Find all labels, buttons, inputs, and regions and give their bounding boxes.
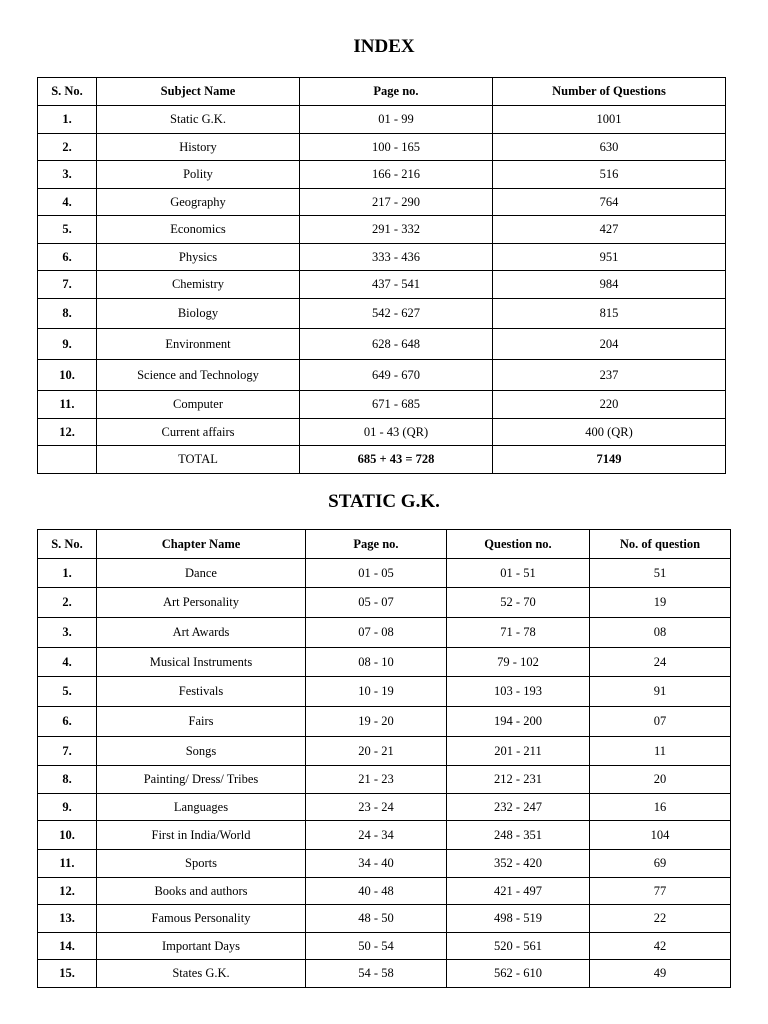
total-questions: 7149 (493, 446, 726, 474)
table-row (38, 244, 726, 271)
sno-cell: 9. (38, 794, 97, 821)
page-cell: 01 - 05 (306, 559, 447, 588)
table-row (38, 189, 726, 216)
sno-cell: 10. (38, 360, 97, 391)
question-range-cell: 421 - 497 (447, 878, 590, 905)
chapter-cell: First in India/World (97, 821, 306, 850)
table-row (38, 794, 731, 821)
sno-cell: 2. (38, 588, 97, 618)
chapter-cell: Sports (97, 850, 306, 878)
table-row (38, 766, 731, 794)
question-range-cell: 498 - 519 (447, 905, 590, 933)
question-range-cell: 520 - 561 (447, 933, 590, 960)
col-header-subject-name: Subject Name (97, 78, 300, 106)
page-cell: 628 - 648 (300, 329, 493, 360)
question-range-cell: 103 - 193 (447, 677, 590, 707)
col-header-question-no: Question no. (447, 530, 590, 559)
sno-cell: 12. (38, 878, 97, 905)
question-count-cell: 11 (590, 737, 731, 766)
page-cell: 10 - 19 (306, 677, 447, 707)
sno-cell: 3. (38, 161, 97, 189)
question-range-cell: 79 - 102 (447, 648, 590, 677)
col-header-number-of-questions: Number of Questions (493, 78, 726, 106)
question-count-cell: 91 (590, 677, 731, 707)
question-count-cell: 49 (590, 960, 731, 988)
questions-cell: 427 (493, 216, 726, 244)
page-cell: 217 - 290 (300, 189, 493, 216)
question-count-cell: 16 (590, 794, 731, 821)
static-gk-table (37, 529, 731, 988)
table-row (38, 850, 731, 878)
chapter-cell: Fairs (97, 707, 306, 737)
page-cell: 01 - 99 (300, 106, 493, 134)
sno-cell: 8. (38, 766, 97, 794)
page-cell: 08 - 10 (306, 648, 447, 677)
table-row (38, 905, 731, 933)
col-header-page-no: Page no. (300, 78, 493, 106)
question-range-cell: 71 - 78 (447, 618, 590, 648)
page-cell: 291 - 332 (300, 216, 493, 244)
subject-cell: Environment (97, 329, 300, 360)
page-cell: 649 - 670 (300, 360, 493, 391)
sno-cell: 11. (38, 391, 97, 419)
question-range-cell: 194 - 200 (447, 707, 590, 737)
page-cell: 21 - 23 (306, 766, 447, 794)
subject-cell: Chemistry (97, 271, 300, 299)
sno-cell: 4. (38, 648, 97, 677)
sno-cell: 11. (38, 850, 97, 878)
table-row (38, 737, 731, 766)
sno-cell: 12. (38, 419, 97, 446)
table-row (38, 106, 726, 134)
chapter-cell: Books and authors (97, 878, 306, 905)
col-header-page-no: Page no. (306, 530, 447, 559)
total-sno-cell (38, 446, 97, 474)
chapter-cell: Art Personality (97, 588, 306, 618)
chapter-cell: Important Days (97, 933, 306, 960)
sno-cell: 15. (38, 960, 97, 988)
table-row (38, 821, 731, 850)
table-row (38, 391, 726, 419)
page-cell: 19 - 20 (306, 707, 447, 737)
question-count-cell: 08 (590, 618, 731, 648)
page-cell: 333 - 436 (300, 244, 493, 271)
questions-cell: 237 (493, 360, 726, 391)
subject-cell: Physics (97, 244, 300, 271)
page-cell: 24 - 34 (306, 821, 447, 850)
questions-cell: 764 (493, 189, 726, 216)
question-range-cell: 212 - 231 (447, 766, 590, 794)
question-range-cell: 01 - 51 (447, 559, 590, 588)
question-count-cell: 07 (590, 707, 731, 737)
sno-cell: 7. (38, 737, 97, 766)
table-row (38, 677, 731, 707)
table-row (38, 618, 731, 648)
col-header-chapter-name: Chapter Name (97, 530, 306, 559)
chapter-cell: Art Awards (97, 618, 306, 648)
question-count-cell: 20 (590, 766, 731, 794)
questions-cell: 1001 (493, 106, 726, 134)
sno-cell: 7. (38, 271, 97, 299)
question-count-cell: 77 (590, 878, 731, 905)
sno-cell: 5. (38, 216, 97, 244)
sno-cell: 8. (38, 299, 97, 329)
table-row (38, 216, 726, 244)
subject-cell: Current affairs (97, 419, 300, 446)
question-range-cell: 352 - 420 (447, 850, 590, 878)
question-range-cell: 52 - 70 (447, 588, 590, 618)
sno-cell: 1. (38, 106, 97, 134)
subject-cell: History (97, 134, 300, 161)
question-range-cell: 562 - 610 (447, 960, 590, 988)
table-row (38, 960, 731, 988)
page-cell: 34 - 40 (306, 850, 447, 878)
page-cell: 542 - 627 (300, 299, 493, 329)
sno-cell: 13. (38, 905, 97, 933)
chapter-cell: Painting/ Dress/ Tribes (97, 766, 306, 794)
question-range-cell: 232 - 247 (447, 794, 590, 821)
subject-cell: Polity (97, 161, 300, 189)
questions-cell: 204 (493, 329, 726, 360)
page-cell: 54 - 58 (306, 960, 447, 988)
table-row (38, 707, 731, 737)
sno-cell: 9. (38, 329, 97, 360)
question-count-cell: 22 (590, 905, 731, 933)
question-count-cell: 42 (590, 933, 731, 960)
questions-cell: 630 (493, 134, 726, 161)
questions-cell: 400 (QR) (493, 419, 726, 446)
sno-cell: 10. (38, 821, 97, 850)
table-row (38, 933, 731, 960)
table-row (38, 161, 726, 189)
table-row (38, 419, 726, 446)
page-cell: 20 - 21 (306, 737, 447, 766)
chapter-cell: Languages (97, 794, 306, 821)
total-pages: 685 + 43 = 728 (300, 446, 493, 474)
table-row (38, 559, 731, 588)
page-cell: 437 - 541 (300, 271, 493, 299)
page-cell: 50 - 54 (306, 933, 447, 960)
sno-cell: 2. (38, 134, 97, 161)
page-cell: 07 - 08 (306, 618, 447, 648)
sno-cell: 4. (38, 189, 97, 216)
table-row (38, 134, 726, 161)
question-count-cell: 104 (590, 821, 731, 850)
question-range-cell: 248 - 351 (447, 821, 590, 850)
chapter-cell: Musical Instruments (97, 648, 306, 677)
table-row (38, 360, 726, 391)
table-row (38, 878, 731, 905)
col-header-no-of-question: No. of question (590, 530, 731, 559)
total-row (38, 446, 726, 474)
chapter-cell: States G.K. (97, 960, 306, 988)
question-count-cell: 24 (590, 648, 731, 677)
page-cell: 40 - 48 (306, 878, 447, 905)
page-cell: 05 - 07 (306, 588, 447, 618)
page-cell: 100 - 165 (300, 134, 493, 161)
total-label: TOTAL (97, 446, 300, 474)
chapter-cell: Festivals (97, 677, 306, 707)
subject-cell: Geography (97, 189, 300, 216)
page-cell: 166 - 216 (300, 161, 493, 189)
chapter-cell: Dance (97, 559, 306, 588)
subject-cell: Computer (97, 391, 300, 419)
questions-cell: 220 (493, 391, 726, 419)
page-cell: 671 - 685 (300, 391, 493, 419)
table-row (38, 329, 726, 360)
question-count-cell: 51 (590, 559, 731, 588)
question-count-cell: 69 (590, 850, 731, 878)
table-row (38, 271, 726, 299)
question-count-cell: 19 (590, 588, 731, 618)
table-row (38, 648, 731, 677)
table-row (38, 299, 726, 329)
col-header-sno: S. No. (38, 530, 97, 559)
question-range-cell: 201 - 211 (447, 737, 590, 766)
sno-cell: 6. (38, 707, 97, 737)
chapter-cell: Famous Personality (97, 905, 306, 933)
index-table (37, 77, 726, 474)
chapter-cell: Songs (97, 737, 306, 766)
subject-cell: Static G.K. (97, 106, 300, 134)
subject-cell: Economics (97, 216, 300, 244)
subject-cell: Biology (97, 299, 300, 329)
page-cell: 01 - 43 (QR) (300, 419, 493, 446)
page-cell: 23 - 24 (306, 794, 447, 821)
index-header-row (38, 78, 726, 106)
questions-cell: 516 (493, 161, 726, 189)
sno-cell: 1. (38, 559, 97, 588)
sno-cell: 6. (38, 244, 97, 271)
table-row (38, 588, 731, 618)
sno-cell: 3. (38, 618, 97, 648)
questions-cell: 984 (493, 271, 726, 299)
sno-cell: 14. (38, 933, 97, 960)
col-header-sno: S. No. (38, 78, 97, 106)
static-gk-title: STATIC G.K. (328, 491, 440, 512)
subject-cell: Science and Technology (97, 360, 300, 391)
questions-cell: 951 (493, 244, 726, 271)
sno-cell: 5. (38, 677, 97, 707)
page-cell: 48 - 50 (306, 905, 447, 933)
static-gk-header-row (38, 530, 731, 559)
questions-cell: 815 (493, 299, 726, 329)
index-title: INDEX (353, 36, 415, 57)
